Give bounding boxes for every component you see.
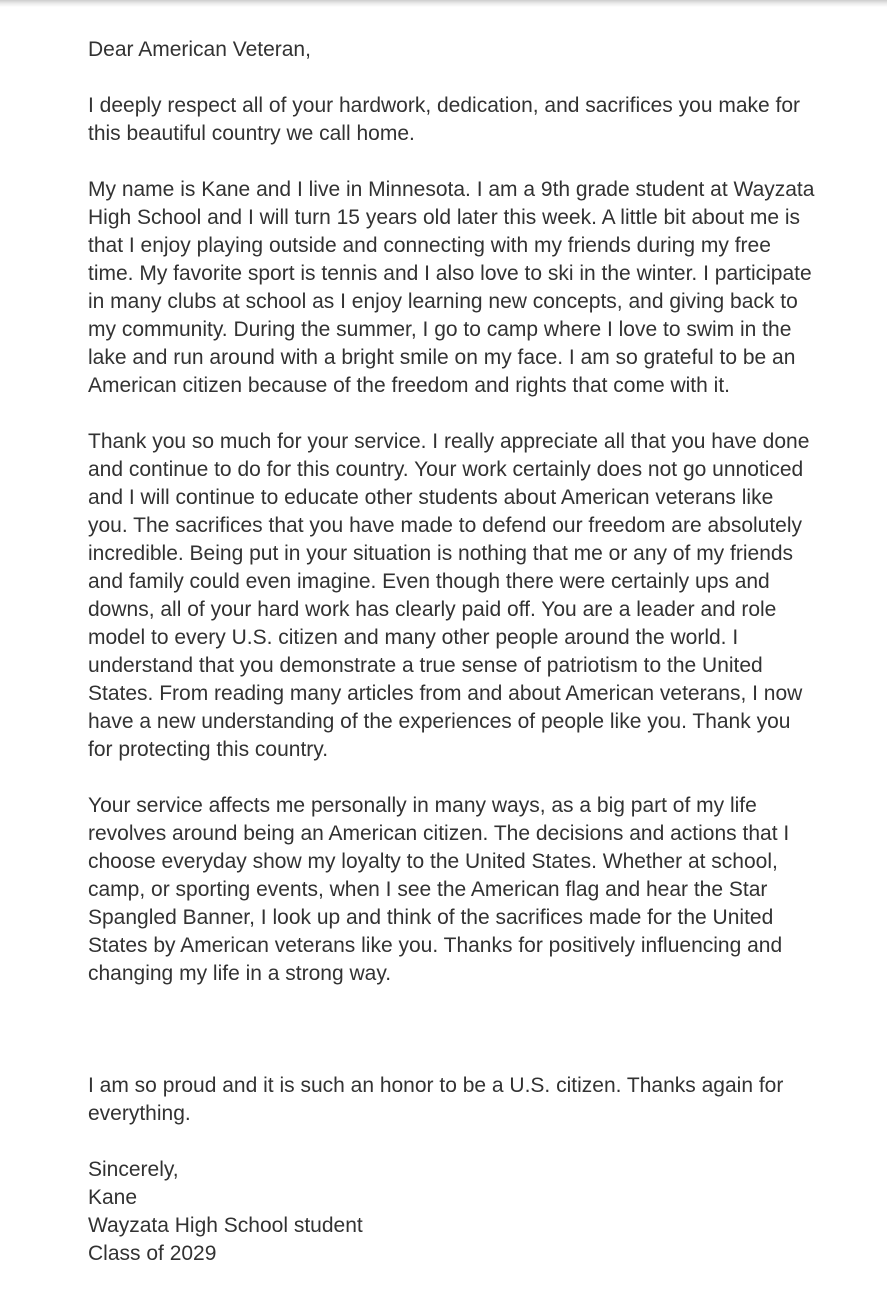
paragraph-personal-impact: Your service affects me personally in many ways, as a big part of my life revolves around being an American citizen. The decisions and actions that I choose everyday show my loyalty to the United States. Whether at school, camp, or sporting events, when I see the American flag and hear the Star Spangled Banner, I look up and think of the sacrifices made for the United States by American veterans like you. Thanks for positively influencing and changing my life in a strong way. — [88, 794, 790, 985]
closing-class-year: Class of 2029 — [88, 1242, 217, 1265]
paragraph-introduction: My name is Kane and I live in Minnesota. I am a 9th grade student at Wayzata High School and I will turn 15 years old later this week. A little bit about me is that I enjoy playing outside and connecting with my friends during my free time. My favorite sport is tennis and I also love to ski in the winter. I participate in many clubs at school as I enjoy learning new concepts, and giving back to my community. During the summer, I go to camp where I love to swim in the lake and run around with a bright smile on my face. I am so grateful to be an American citizen because of the freedom and rights that come with it. — [88, 178, 815, 397]
paragraph-respect: I deeply respect all of your hardwork, dedication, and sacrifices you make for this beautiful country we call home. — [88, 94, 801, 145]
closing-sincerely: Sincerely, — [88, 1158, 179, 1181]
paragraph-proud-citizen: I am so proud and it is such an honor to be a U.S. citizen. Thanks again for everything. — [88, 1074, 784, 1125]
closing-school: Wayzata High School student — [88, 1214, 363, 1237]
salutation: Dear American Veteran, — [88, 38, 311, 61]
top-edge-shadow — [0, 0, 887, 7]
closing-block — [88, 1156, 818, 1268]
closing-name: Kane — [88, 1186, 138, 1209]
paragraph-thanks-for-service: Thank you so much for your service. I really appreciate all that you have done and continue to do for this country. Your work certainly does not go unnoticed and I will continue to educate other students about American veterans like you. The sacrifices that you have made to defend our freedom are absolutely incredible. Being put in your situation is nothing that me or any of my friends and family could even imagine. Even though there were certainly ups and downs, all of your hard work has clearly paid off. You are a leader and role model to every U.S. citizen and many other people around the world. I understand that you demonstrate a true sense of patriotism to the United States. From reading many articles from and about American veterans, I now have a new understanding of the experiences of people like you. Thank you for protecting this country. — [88, 430, 810, 761]
